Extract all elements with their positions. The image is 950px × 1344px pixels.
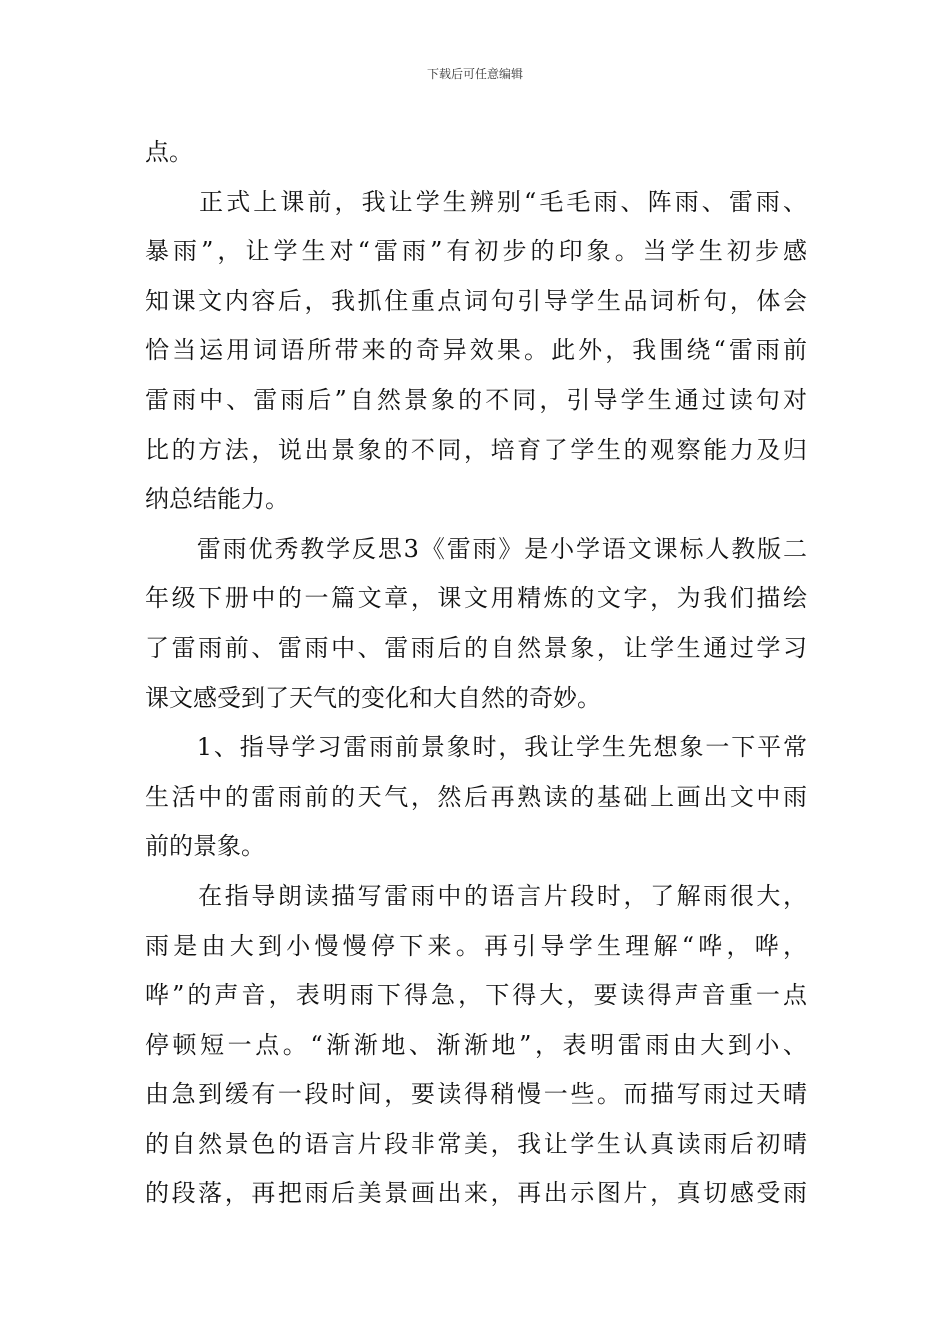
- text-line: 比的方法，说出景象的不同，培育了学生的观察能力及归: [145, 435, 807, 464]
- text-line: 雨是由大到小慢慢停下来。再引导学生理解“哗，哗，: [145, 931, 807, 960]
- text-line: 在指导朗读描写雷雨中的语言片段时，了解雨很大，: [145, 881, 807, 910]
- text-line: 了雷雨前、雷雨中、雷雨后的自然景象，让学生通过学习: [145, 633, 807, 662]
- text-line: 恰当运用词语所带来的奇异效果。此外，我围绕“雷雨前: [145, 336, 807, 365]
- text-line: 点。: [145, 138, 193, 166]
- text-line: 的自然景色的语言片段非常美，我让学生认真读雨后初晴: [145, 1129, 807, 1158]
- text-line: 雷雨中、雷雨后”自然景象的不同，引导学生通过读句对: [145, 385, 807, 414]
- text-line: 课文感受到了天气的变化和大自然的奇妙。: [145, 683, 601, 712]
- text-line: 生活中的雷雨前的天气，然后再熟读的基础上画出文中雨: [145, 782, 807, 811]
- text-line: 年级下册中的一篇文章，课文用精炼的文字，为我们描绘: [145, 584, 807, 613]
- text-line: 暴雨”，让学生对“雷雨”有初步的印象。当学生初步感: [145, 237, 807, 266]
- text-line: 哗”的声音，表明雨下得急，下得大，要读得声音重一点: [145, 981, 807, 1010]
- text-line: 知课文内容后，我抓住重点词句引导学生品词析句，体会: [145, 286, 807, 315]
- text-line: 停顿短一点。“渐渐地、渐渐地”，表明雷雨由大到小、: [145, 1030, 807, 1059]
- page-header-note: 下载后可任意编辑: [426, 67, 523, 81]
- text-line: 纳总结能力。: [145, 485, 289, 514]
- text-line: 由急到缓有一段时间，要读得稍慢一些。而描写雨过天晴: [145, 1080, 807, 1109]
- text-line: 正式上课前，我让学生辨别“毛毛雨、阵雨、雷雨、: [145, 187, 807, 216]
- text-line: 雷雨优秀教学反思3《雷雨》是小学语文课标人教版二: [145, 534, 807, 563]
- text-line: 前的景象。: [145, 832, 265, 861]
- document-body: [145, 128, 807, 1219]
- text-line: 1、指导学习雷雨前景象时，我让学生先想象一下平常: [145, 733, 807, 762]
- text-line: 的段落，再把雨后美景画出来，再出示图片，真切感受雨: [145, 1179, 807, 1208]
